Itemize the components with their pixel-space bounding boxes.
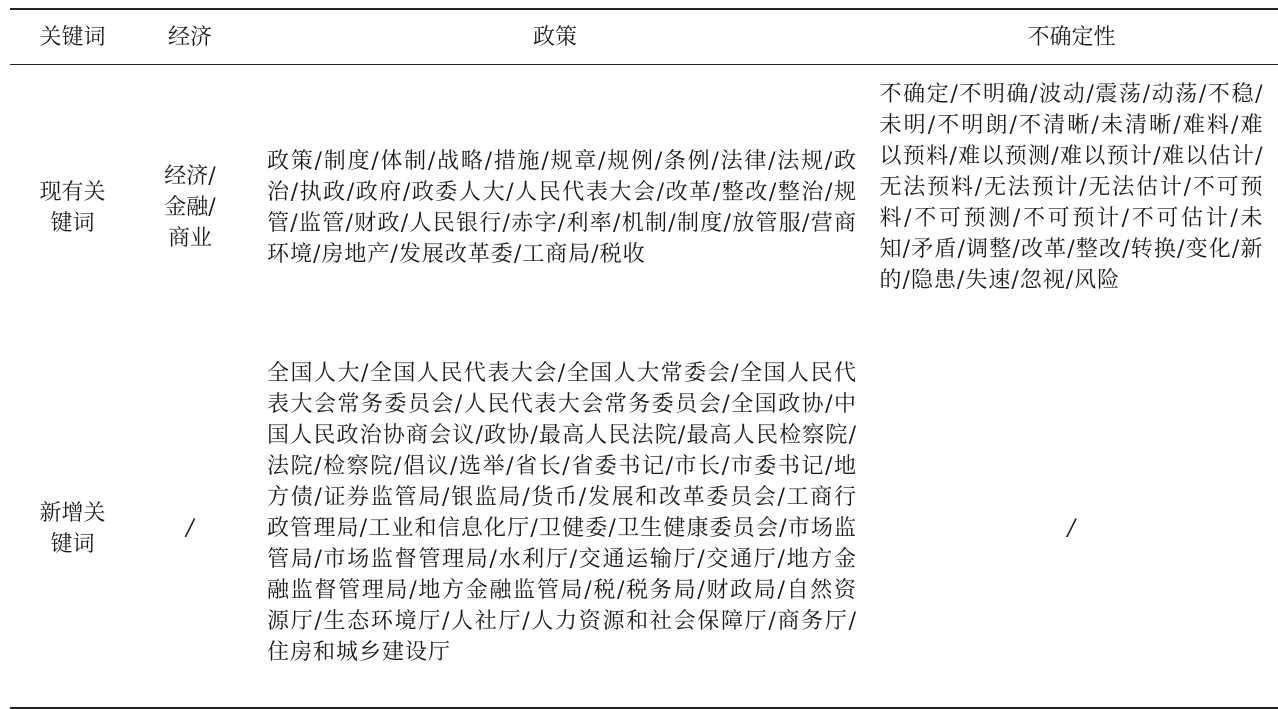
header-policy: 政策 [532,24,577,50]
row-label-line: 新增关 [39,500,106,526]
policy-keywords-existing [245,65,865,350]
empty-slash: / [1067,516,1076,541]
policy-keywords-text: 政策/制度/体制/战略/措施/规章/规例/条例/法律/法规/政治/执政/政府/政委人大/人民代表大会/改革/整改/整治/规管/监管/财政/人民银行/赤字/利率/机制/制度/放管服/营商环境/房地产/发展改革委/工商局/税收 [267,148,857,267]
uncertainty-keywords-text: 不确定/不明确/波动/震荡/动荡/不稳/未明/不明朗/不清晰/未清晰/难料/难以预料/难以预测/难以预计/难以估计/无法预料/无法预计/无法估计/不可预料/不可预测/不可预计/不可估计/未知/矛盾/调整/改革/整改/转换/变化/新的/隐患/失速/忽视/风险 [879,82,1264,293]
row-label-line: 现有关 [39,179,106,205]
table-row-existing-keywords [10,65,1278,350]
economy-keyword-line: 商业 [167,226,212,251]
economy-keyword-line: 经济/ [164,164,216,189]
table-header-row [10,10,1278,65]
policy-keywords-text: 全国人大/全国人民代表大会/全国人大常委会/全国人民代表大会常务委员会/人民代表大会常务委员会/全国政协/中国人民政治协商会议/政协/最高人民法院/最高人民检察院/法院/检察院/倡议/选举/省长/省委书记/市长/市委书记/地方债/证券监管局/银监局/货币/发展和改革委员会/工商行政管理局/工业和信息化厅/卫健委/卫生健康委员会/市场监管局/市场监督管理局/水利厅/交通运输厅/交通厅/地方金融监督管理局/地方金融监管局/税/税务局/财政局/自然资源厅/生态环境厅/人社厅/人力资源和社会保障厅/商务厅/住房和城乡建设厅 [267,361,857,665]
uncertainty-keywords-new [865,350,1278,707]
keyword-table [10,8,1278,709]
row-label-line: 键词 [50,210,95,236]
row-label-existing [10,65,135,350]
economy-keyword-line: 金融/ [164,195,216,220]
row-label-line: 键词 [50,531,95,557]
economy-keywords-existing [135,65,245,350]
uncertainty-keywords-existing [865,65,1278,350]
policy-keywords-new [245,350,865,707]
table-row-new-keywords [10,350,1278,707]
header-economy: 经济 [167,24,212,50]
header-keyword: 关键词 [39,24,106,50]
header-uncertainty: 不确定性 [1027,24,1116,50]
row-label-new [10,350,135,707]
economy-keywords-new [135,350,245,707]
empty-slash: / [186,516,194,541]
